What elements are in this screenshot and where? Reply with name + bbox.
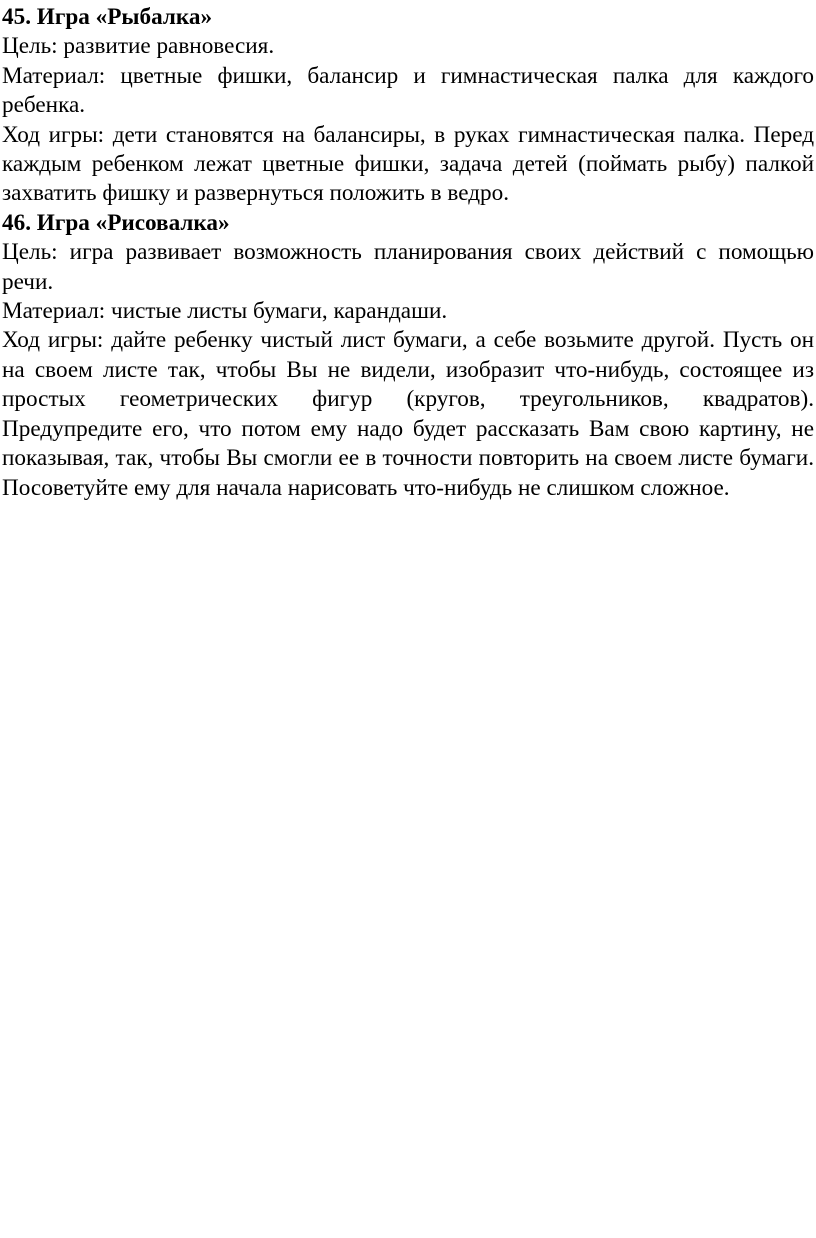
game-section-fishing (2, 3, 814, 209)
game-material: Материал: чистые листы бумаги, карандаши. (2, 298, 448, 325)
game-section-drawing (2, 209, 814, 503)
document-page (0, 0, 816, 503)
game-material: Материал: цветные фишки, балансир и гимнастическая палка для каждого ребенка. (2, 62, 814, 119)
game-procedure: Ход игры: дети становятся на балансиры, в руках гимнастическая палка. Перед каждым ребенком лежат цветные фишки, задача детей (поймать рыбу) палкой захватить фишку и развернуться положить в ведро. (2, 121, 814, 207)
game-heading: 46. Игра «Рисовалка» (2, 209, 230, 236)
game-goal: Цель: развитие равновесия. (2, 33, 275, 60)
game-goal: Цель: игра развивает возможность планирования своих действий с помощью речи. (2, 239, 814, 295)
game-heading: 45. Игра «Рыбалка» (2, 4, 213, 30)
game-procedure: Ход игры: дайте ребенку чистый лист бумаги, а себе возьмите другой. Пусть он на своем листе так, чтобы Вы не видели, изобразит что-нибудь, состоящее из простых геометрических фигур (кругов, треугольников, квадратов). Предупредите его, что потом ему надо будет рассказать Вам свою картину, не показывая, так, чтобы Вы смогли ее в точности повторить на своем листе бумаги. Посоветуйте ему для начала нарисовать что-нибудь не слишком сложное. (2, 327, 814, 501)
